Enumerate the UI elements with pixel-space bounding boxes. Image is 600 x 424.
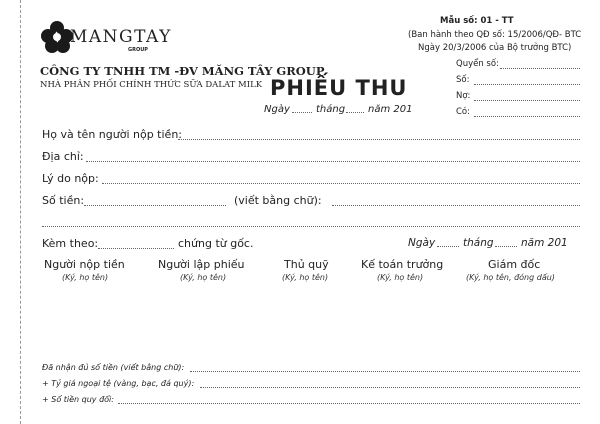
amount-field[interactable]: [84, 205, 226, 206]
sign-date-day-label: Ngày: [408, 237, 436, 249]
form-issued-date: Ngày 20/3/2006 của Bộ trưởng BTC): [418, 43, 572, 53]
payer-name-label: Họ và tên người nộp tiền:: [42, 128, 182, 141]
debit-field[interactable]: [474, 100, 580, 101]
signature-note-chief-accountant: (Ký, họ tên): [377, 273, 424, 282]
received-amount-label: Đã nhận đủ số tiền (viết bằng chữ):: [42, 363, 185, 372]
amount-words-continued-field[interactable]: [42, 226, 580, 227]
amount-words-field[interactable]: [332, 205, 580, 206]
attached-count-field[interactable]: [98, 248, 174, 249]
attached-label: Kèm theo:: [42, 237, 99, 250]
date-day-field[interactable]: [292, 112, 312, 113]
signature-title-preparer: Người lập phiếu: [158, 258, 245, 271]
signature-note-director: (Ký, họ tên, đóng dấu): [466, 273, 555, 282]
company-tagline: NHÀ PHÂN PHỐI CHÍNH THỨC SỮA DALAT MILK: [40, 80, 263, 90]
signature-title-cashier: Thủ quỹ: [284, 258, 329, 271]
signature-note-preparer: (Ký, họ tên): [180, 273, 227, 282]
sign-date-month-label: tháng: [463, 237, 494, 249]
received-amount-field[interactable]: [190, 371, 580, 372]
payer-name-field[interactable]: [178, 139, 580, 140]
book-number-label: Quyển số:: [456, 59, 499, 69]
perforation-line: [20, 0, 21, 424]
serial-number-field[interactable]: [474, 84, 580, 85]
logo-flower-icon: [40, 20, 74, 54]
logo-subtext: GROUP: [128, 47, 148, 53]
date-month-field[interactable]: [346, 112, 364, 113]
page-title: PHIẾU THU: [270, 76, 408, 100]
date-day-label: Ngày: [264, 104, 290, 115]
form-number: Mẫu số: 01 - TT: [440, 16, 514, 26]
date-year-label: năm 201: [368, 104, 413, 115]
sign-date-month-field[interactable]: [495, 246, 517, 247]
credit-label: Có:: [456, 107, 470, 117]
reason-label: Lý do nộp:: [42, 172, 99, 185]
logo-text: MANGTAY: [70, 27, 172, 47]
form-issued-by: (Ban hành theo QĐ số: 15/2006/QĐ- BTC: [408, 30, 582, 40]
sign-date-year-label: năm 201: [521, 237, 568, 249]
signature-title-director: Giám đốc: [488, 258, 541, 271]
serial-number-label: Số:: [456, 75, 470, 85]
date-month-label: tháng: [316, 104, 346, 115]
signature-title-chief-accountant: Kế toán trưởng: [361, 258, 444, 271]
signature-note-cashier: (Ký, họ tên): [282, 273, 329, 282]
amount-label: Số tiền:: [42, 194, 85, 207]
signature-note-payer: (Ký, họ tên): [62, 273, 109, 282]
sign-date-day-field[interactable]: [437, 246, 459, 247]
converted-amount-label: + Số tiền quy đổi:: [42, 395, 114, 404]
amount-words-label: (viết bằng chữ):: [234, 194, 322, 207]
exchange-rate-field[interactable]: [200, 387, 580, 388]
address-label: Địa chỉ:: [42, 150, 84, 163]
original-docs-label: chứng từ gốc.: [178, 237, 254, 250]
company-name: CÔNG TY TNHH TM -ĐV MĂNG TÂY GROUP: [40, 64, 325, 78]
signature-title-payer: Người nộp tiền: [44, 258, 125, 271]
reason-field[interactable]: [102, 183, 580, 184]
exchange-rate-label: + Tỷ giá ngoại tệ (vàng, bạc, đá quý):: [42, 379, 195, 388]
debit-label: Nợ:: [456, 91, 471, 101]
book-number-field[interactable]: [500, 68, 580, 69]
converted-amount-field[interactable]: [118, 403, 580, 404]
address-field[interactable]: [86, 161, 580, 162]
credit-field[interactable]: [474, 116, 580, 117]
